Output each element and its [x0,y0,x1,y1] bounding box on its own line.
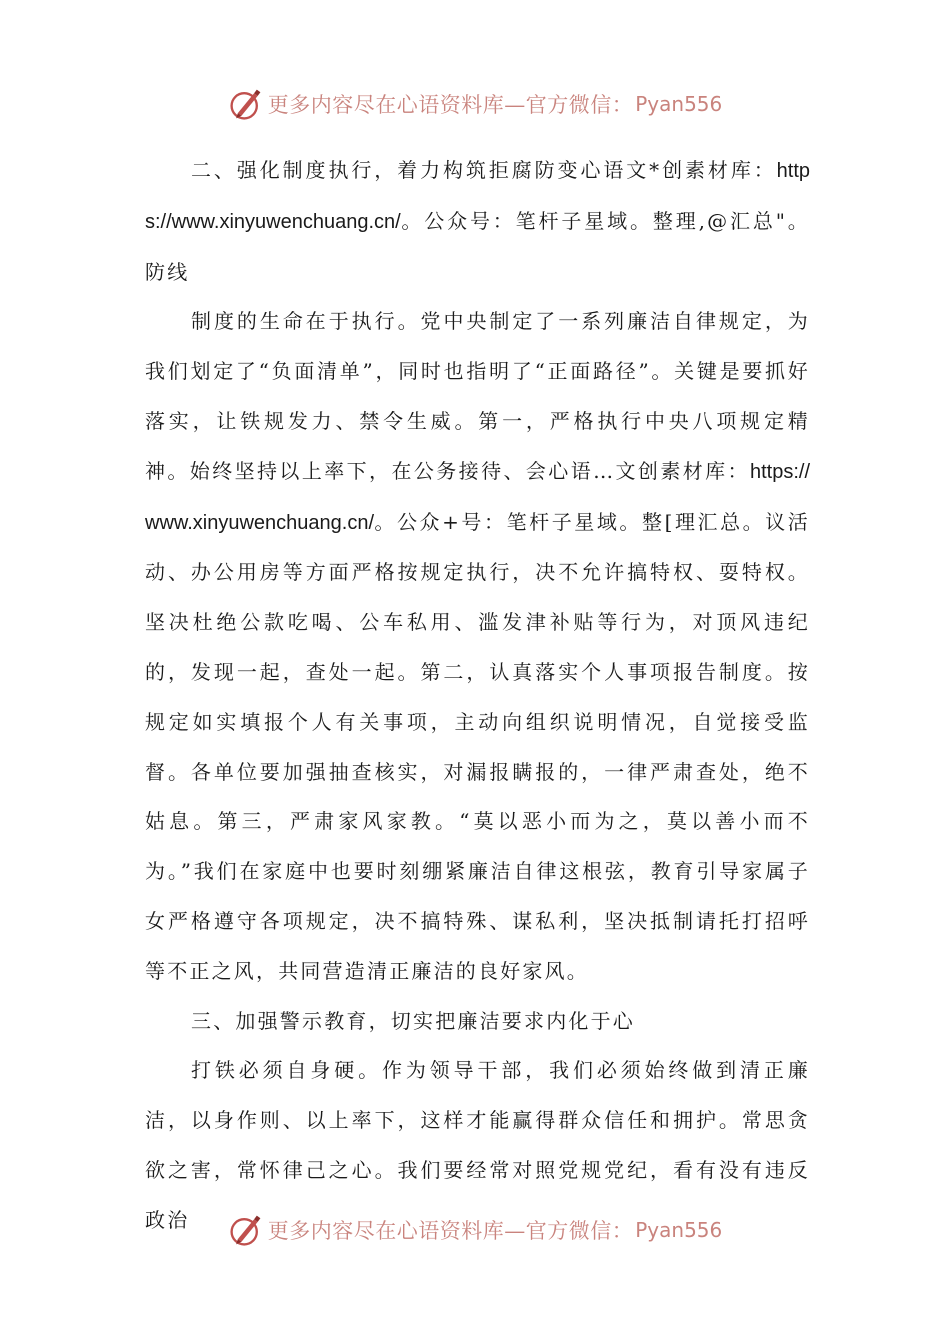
heading-2-line-d: 总"。防线 [145,208,810,284]
heading-2-line-c: 。公众号：笔杆子星域。整理,@汇 [400,208,753,233]
heading-2-line-a: 二、强化制度执行，着力构筑拒腐防变心语文*创素材库： [191,158,777,182]
paragraph-1-part-a: 制度的生命在于执行。党中央制定了一系列廉洁自律规定，为我们划定了“负面清单”，同时也指明了“正面路径”。关键是要抓好落实，让铁规发力、禁令生威。第一，严格执行中央八项规定精神。始终坚持以上率下，在公务接待、会心语…文创素材库： [145,309,810,483]
watermark-wechat-id: Pyan556 [635,1218,723,1242]
watermark-text: 更多内容尽在心语资料库—官方微信： [267,1219,634,1243]
section-heading-2 [145,146,810,297]
watermark-wechat-id: Pyan556 [635,92,723,116]
paragraph-1-url: https://www.xinyuwenchuang.cn/ [145,460,810,534]
body-paragraph-2: 打铁必须自身硬。作为领导干部，我们必须始终做到清正廉洁，以身作则、以上率下，这样才能赢得群众信任和拥护。常思贪欲之害，常怀律己之心。我们要经常对照党规党纪，看有没有违反政治 [145,1058,810,1232]
body-paragraph-1 [145,297,810,996]
watermark-banner-bottom [0,1208,950,1252]
pen-logo-icon [228,1212,264,1248]
section-heading-3: 三、加强警示教育，切实把廉洁要求内化于心 [191,1008,635,1033]
watermark-banner-top [0,82,950,126]
heading-2-url: https://www.xinyuwenchuang.cn/ [145,160,810,233]
document-body [145,146,810,1246]
watermark-text: 更多内容尽在心语资料库—官方微信： [267,93,634,117]
paragraph-1-part-b: 。公众+号：笔杆子星域。整[理汇总。议活动、办公用房等方面严格按规定执行，决不允许搞特权、耍特权。坚决杜绝公款吃喝、公车私用、滥发津补贴等行为，对顶风违纪的，发现一起，查处一起。第二，认真落实个人事项报告制度。按规定如实填报个人有关事项，主动向组织说明情况，自觉接受监督。各单位要加强抽查核实，对漏报瞒报的，一律严肃查处，绝不姑息。第三，严肃家风家教。“莫以恶小而为之，莫以善小而不为。”我们在家庭中也要时刻绷紧廉洁自律这根弦，教育引导家属子女严格遵守各项规定，决不搞特殊、谋私利，坚决抵制请托打招呼等不正之风，共同营造清正廉洁的良好家风。 [145,509,810,983]
pen-logo-icon [228,86,264,122]
